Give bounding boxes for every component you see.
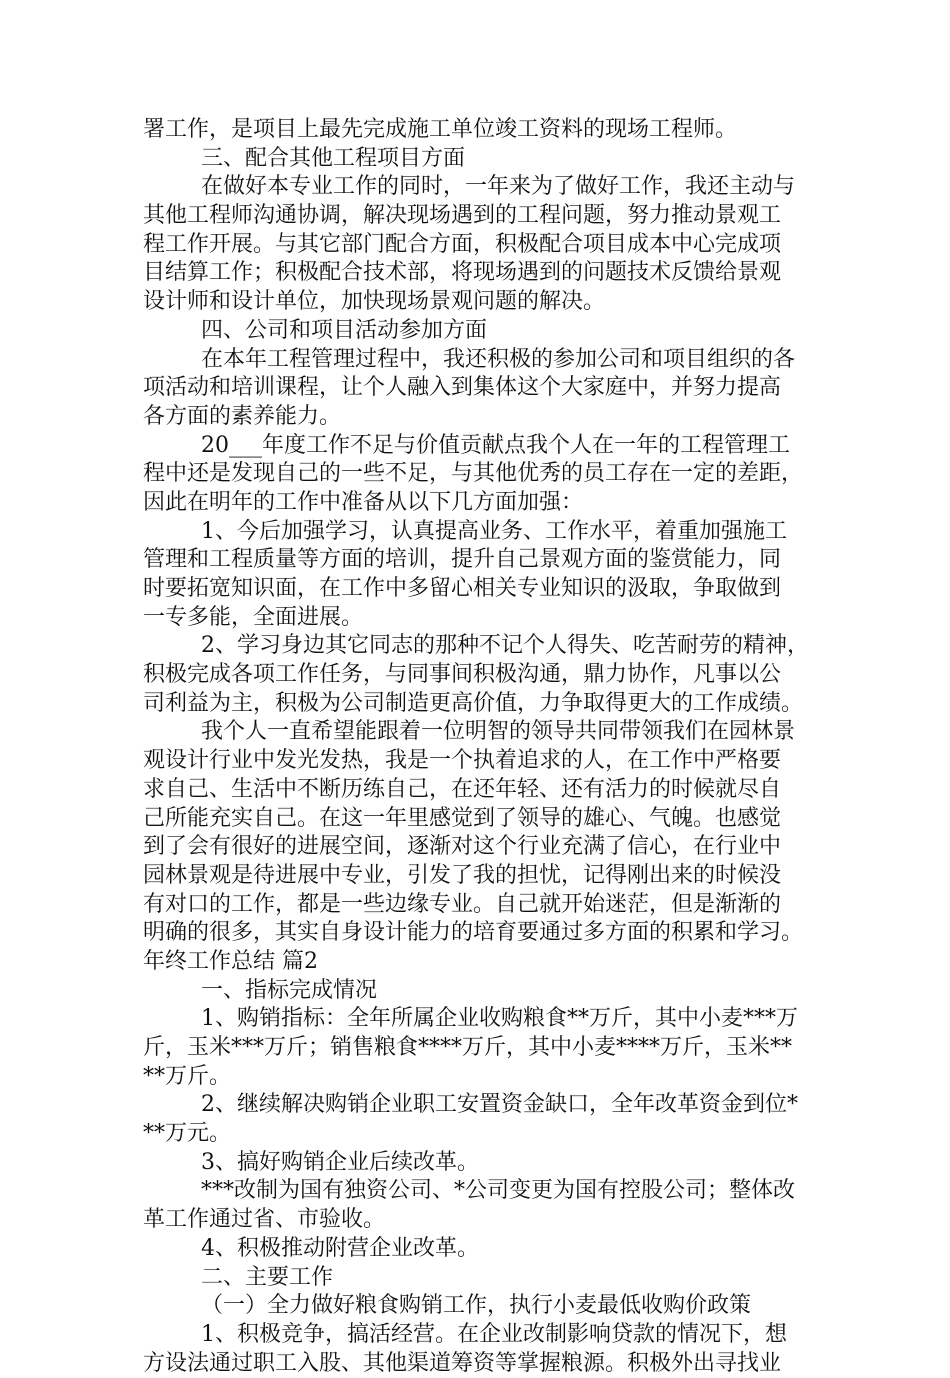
text-line: 时要拓宽知识面，在工作中多留心相关专业知识的汲取，争取做到 [143,576,782,601]
text-line: 有对口的工作，都是一些边缘专业。自己就开始迷茫，但是渐渐的 [143,891,782,917]
text-line: 四、公司和项目活动参加方面 [201,317,488,343]
text-line: 在本年工程管理过程中，我还积极的参加公司和项目组织的各 [201,346,796,372]
text-line: 2、继续解决购销企业职工安置资金缺口，全年改革资金到位* [201,1092,798,1118]
text-line: 园林景观是待进展中专业，引发了我的担忧，记得刚出来的时候没 [143,862,782,888]
text-line: 一专多能，全面进展。 [143,604,364,630]
text-line: 其他工程师沟通协调，解决现场遇到的工程问题，努力推动景观工 [143,203,782,229]
text-line: 一、指标完成情况 [201,977,378,1003]
text-line: 观设计行业中发光发热，我是一个执着追求的人，在工作中严格要 [143,748,782,774]
text-line: 目结算工作；积极配合技术部，将现场遇到的问题技术反馈给景观 [143,260,782,286]
text-line: 我个人一直希望能跟着一位明智的领导共同带领我们在园林景 [201,719,796,745]
text-line: 3、搞好购销企业后续改革。 [201,1149,479,1175]
text-line: 署工作，是项目上最先完成施工单位竣工资料的现场工程师。 [143,117,738,142]
text-line: 设计师和设计单位，加快现场景观问题的解决。 [143,289,606,315]
text-line: 1、今后加强学习，认真提高业务、工作水平，着重加强施工 [201,518,787,544]
text-line: （一）全力做好粮食购销工作，执行小麦最低收购价政策 [201,1293,752,1319]
text-line: 各方面的素养能力。 [143,403,342,429]
text-line: 求自己、生活中不断历练自己，在还年轻、还有活力的时候就尽自 [143,776,782,802]
text-line: 因此在明年的工作中准备从以下几方面加强： [143,489,584,515]
text-line: 己所能充实自己。在这一年里感觉到了领导的雄心、气魄。也感觉 [143,805,782,831]
text-line: 程工作开展。与其它部门配合方面，积极配合项目成本中心完成项 [143,231,782,257]
text-line: **万元。 [143,1121,232,1147]
text-line: 明确的很多，其实自身设计能力的培育要通过多方面的积累和学习。 [143,920,804,946]
text-line: 方设法通过职工入股、其他渠道筹资等掌握粮源。积极外出寻找业 [143,1350,782,1376]
text-line: 20___年度工作不足与价值贡献点我个人在一年的工程管理工 [201,432,790,458]
text-line: 革工作通过省、市验收。 [143,1207,386,1233]
text-line: 1、积极竞争，搞活经营。在企业改制影响贷款的情况下，想 [201,1321,787,1347]
text-line: 4、积极推动附营企业改革。 [201,1235,479,1261]
text-line: 在做好本专业工作的同时，一年来为了做好工作，我还主动与 [201,174,796,200]
text-line: 司利益为主，积极为公司制造更高价值，力争取得更大的工作成绩。 [143,690,804,716]
text-line: 斤，玉米***万斤；销售粮食****万斤，其中小麦****万斤，玉米** [143,1035,793,1060]
document-body [143,116,823,1378]
text-line: 三、配合其他工程项目方面 [201,145,466,171]
text-line: 管理和工程质量等方面的培训，提升自己景观方面的鉴赏能力，同 [143,547,782,573]
text-line: **万斤。 [143,1063,232,1089]
text-line: 二、主要工作 [201,1264,334,1290]
text-line: 2、学习身边其它同志的那种不记个人得失、吃苦耐劳的精神， [201,633,809,659]
text-line: 积极完成各项工作任务，与同事间积极沟通，鼎力协作，凡事以公 [143,662,782,688]
text-line: 程中还是发现自己的一些不足，与其他优秀的员工存在一定的差距， [143,461,804,487]
text-line: ***改制为国有独资公司、*公司变更为国有控股公司；整体改 [201,1178,796,1204]
text-line: 到了会有很好的进展空间，逐渐对这个行业充满了信心，在行业中 [143,834,782,860]
text-line: 年终工作总结 篇2 [143,948,318,974]
text-line: 项活动和培训课程，让个人融入到集体这个大家庭中，并努力提高 [143,375,782,401]
text-line: 1、购销指标：全年所属企业收购粮食**万斤，其中小麦***万 [201,1006,798,1032]
